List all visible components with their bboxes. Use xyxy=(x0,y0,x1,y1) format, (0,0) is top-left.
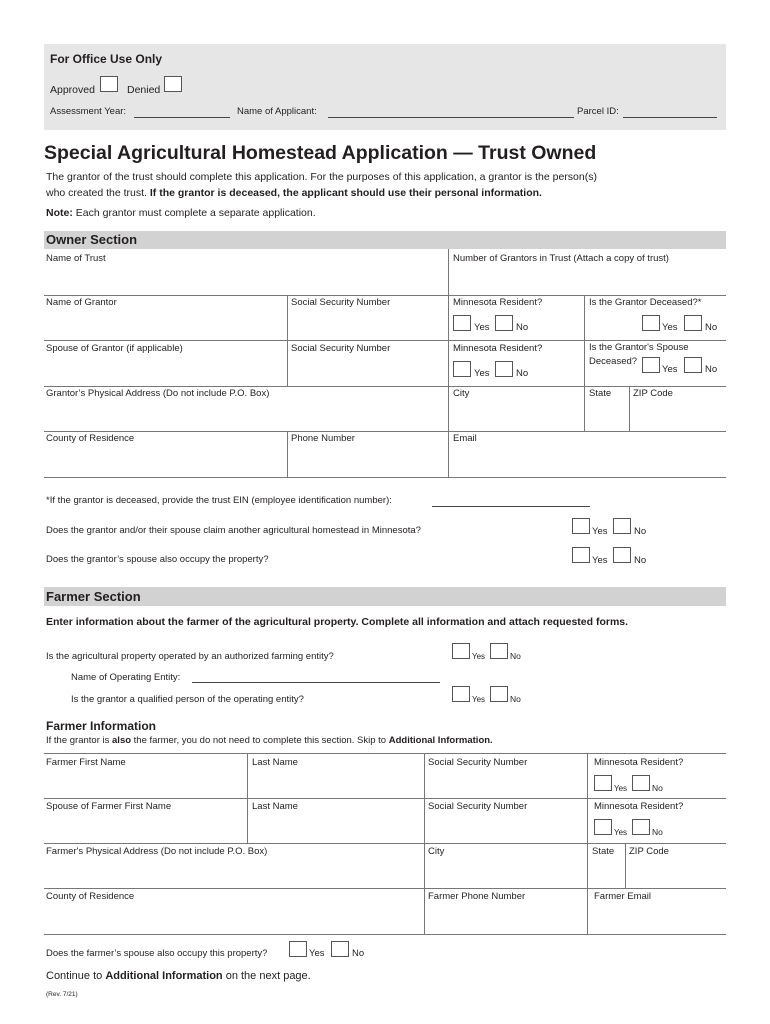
grantor-mn-resident-label: Minnesota Resident? xyxy=(453,297,543,308)
farmer-spouse-occupy-yes[interactable] xyxy=(289,941,307,957)
operating-entity-field[interactable] xyxy=(192,682,440,683)
no-label: No xyxy=(634,555,647,566)
assessment-year-field[interactable] xyxy=(134,117,230,118)
farmer-col-divider xyxy=(587,753,588,934)
farmer-mn-resident-no[interactable] xyxy=(632,775,650,791)
operated-no[interactable] xyxy=(490,643,508,659)
spouse-occupy-question: Does the grantor’s spouse also occupy the property? xyxy=(46,554,269,565)
spouse-deceased-no[interactable] xyxy=(684,357,702,373)
no-label: No xyxy=(510,694,521,704)
grantor-mn-resident-no[interactable] xyxy=(495,315,513,331)
no-label: No xyxy=(652,783,663,793)
approved-label: Approved xyxy=(50,84,95,96)
grantor-email-label: Email xyxy=(453,433,477,444)
name-of-applicant-field[interactable] xyxy=(328,117,574,118)
grantor-county-label: County of Residence xyxy=(46,433,135,444)
qualified-yes[interactable] xyxy=(452,686,470,702)
farmer-row-divider xyxy=(44,934,726,935)
grantor-mn-resident-yes[interactable] xyxy=(453,315,471,331)
note-text: Each grantor must complete a separate application. xyxy=(72,207,316,219)
sub-b: also xyxy=(112,735,132,746)
yes-label: Yes xyxy=(592,526,608,537)
farmer-row-divider xyxy=(44,798,726,799)
no-label: No xyxy=(705,322,718,333)
page-title: Special Agricultural Homestead Application — Trust Owned xyxy=(44,142,597,164)
spouse-farmer-mn-resident-yes[interactable] xyxy=(594,819,612,835)
yes-label: Yes xyxy=(472,652,486,661)
spouse-mn-resident-label: Minnesota Resident? xyxy=(453,343,543,354)
parcel-id-label: Parcel ID: xyxy=(577,106,619,117)
grantor-ssn-label: Social Security Number xyxy=(291,297,391,308)
no-label: No xyxy=(652,827,663,837)
farmer-ssn-label: Social Security Number xyxy=(428,757,528,768)
farmer-last-name-label: Last Name xyxy=(252,757,298,768)
farmer-state-label: State xyxy=(592,846,615,857)
continue-b: Additional Information xyxy=(105,970,223,982)
yes-label: Yes xyxy=(592,555,608,566)
yes-label: Yes xyxy=(472,695,486,704)
spouse-deceased-label-2: Deceased? xyxy=(589,356,638,367)
spouse-farmer-mn-resident-label: Minnesota Resident? xyxy=(594,801,684,812)
yes-label: Yes xyxy=(474,322,490,333)
grantor-deceased-no[interactable] xyxy=(684,315,702,331)
no-label: No xyxy=(516,368,529,379)
yes-label: Yes xyxy=(662,364,678,375)
grantor-phone-label: Phone Number xyxy=(291,433,355,444)
farmer-email-label: Farmer Email xyxy=(594,891,652,902)
owner-row-divider xyxy=(44,477,726,478)
assessment-year-label: Assessment Year: xyxy=(50,106,127,117)
denied-label: Denied xyxy=(127,84,161,96)
yes-label: Yes xyxy=(474,368,490,379)
farmer-first-name-label: Farmer First Name xyxy=(46,757,126,768)
num-grantors-label: Number of Grantors in Trust (Attach a copy of trust) xyxy=(453,253,669,264)
sub-c: the farmer, you do not need to complete this section. Skip to xyxy=(131,735,389,746)
ein-question: *If the grantor is deceased, provide the trust EIN (employee identification number): xyxy=(46,495,392,506)
intro-bold: If the grantor is deceased, the applicant should use their personal information. xyxy=(149,187,542,199)
approved-checkbox[interactable] xyxy=(100,76,118,92)
owner-row-divider xyxy=(44,386,726,387)
owner-row-divider xyxy=(44,340,726,341)
spouse-occupy-no[interactable] xyxy=(613,547,631,563)
farmer-instructions: Enter information about the farmer of the agricultural property. Complete all information and attach requested forms. xyxy=(46,616,629,628)
name-of-applicant-label: Name of Applicant: xyxy=(237,106,317,117)
continue-c: on the next page. xyxy=(222,970,311,982)
yes-label: Yes xyxy=(614,828,628,837)
yes-label: Yes xyxy=(309,948,325,959)
spouse-mn-resident-yes[interactable] xyxy=(453,361,471,377)
continue-note xyxy=(46,970,311,982)
owner-section-title: Owner Section xyxy=(46,232,138,247)
farmer-info-subtitle xyxy=(46,735,493,746)
farmer-row-divider xyxy=(44,753,726,754)
owner-col-divider xyxy=(287,295,288,386)
grantor-state-label: State xyxy=(589,388,612,399)
farmer-spouse-occupy-no[interactable] xyxy=(331,941,349,957)
owner-row-divider xyxy=(44,431,726,432)
other-homestead-yes[interactable] xyxy=(572,518,590,534)
qualified-no[interactable] xyxy=(490,686,508,702)
owner-section-header xyxy=(44,231,726,249)
owner-col-divider xyxy=(287,431,288,477)
spouse-farmer-mn-resident-no[interactable] xyxy=(632,819,650,835)
farmer-county-label: County of Residence xyxy=(46,891,135,902)
farmer-mn-resident-label: Minnesota Resident? xyxy=(594,757,684,768)
farmer-col-divider xyxy=(424,753,425,934)
intro-plain: who created the trust. xyxy=(46,187,150,199)
note-label: Note: xyxy=(46,207,73,219)
owner-col-divider xyxy=(448,249,449,477)
spouse-ssn-label: Social Security Number xyxy=(291,343,391,354)
no-label: No xyxy=(510,651,521,661)
denied-checkbox[interactable] xyxy=(164,76,182,92)
no-label: No xyxy=(634,526,647,537)
grantor-city-label: City xyxy=(453,388,470,399)
farmer-spouse-occupy-question: Does the farmer’s spouse also occupy this property? xyxy=(46,948,268,959)
spouse-occupy-yes[interactable] xyxy=(572,547,590,563)
farmer-col-divider xyxy=(625,843,626,888)
farmer-section-header xyxy=(44,587,726,606)
grantor-zip-label: ZIP Code xyxy=(633,388,673,399)
farmer-col-divider xyxy=(247,753,248,843)
intro-line-1: The grantor of the trust should complete this application. For the purposes of this application, a grantor is the person(s) xyxy=(46,171,597,183)
farmer-city-label: City xyxy=(428,846,445,857)
name-of-grantor-label: Name of Grantor xyxy=(46,297,117,308)
sub-a: If the grantor is xyxy=(46,735,113,746)
continue-a: Continue to xyxy=(46,970,106,982)
operated-yes[interactable] xyxy=(452,643,470,659)
office-use-title: For Office Use Only xyxy=(50,52,163,66)
other-homestead-no[interactable] xyxy=(613,518,631,534)
owner-col-divider xyxy=(629,386,630,432)
note xyxy=(46,207,316,219)
ein-field[interactable] xyxy=(432,506,590,507)
farmer-zip-label: ZIP Code xyxy=(629,846,669,857)
name-of-trust-label: Name of Trust xyxy=(46,253,106,264)
spouse-farmer-last-label: Last Name xyxy=(252,801,298,812)
farmer-mn-resident-yes[interactable] xyxy=(594,775,612,791)
spouse-of-grantor-label: Spouse of Grantor (if applicable) xyxy=(46,343,183,354)
no-label: No xyxy=(516,322,529,333)
grantor-deceased-label: Is the Grantor Deceased?* xyxy=(589,297,702,308)
farmer-info-title: Farmer Information xyxy=(46,719,157,733)
farmer-section-title: Farmer Section xyxy=(46,589,141,604)
owner-col-divider xyxy=(584,295,585,432)
no-label: No xyxy=(352,948,365,959)
other-homestead-question: Does the grantor and/or their spouse claim another agricultural homestead in Minnesota? xyxy=(46,525,421,536)
qualified-question: Is the grantor a qualified person of the operating entity? xyxy=(71,694,304,705)
intro-line-2 xyxy=(46,187,542,199)
revision-label: (Rev. 7/21) xyxy=(46,991,78,998)
farmer-row-divider xyxy=(44,843,726,844)
owner-row-divider xyxy=(44,295,726,296)
spouse-deceased-yes[interactable] xyxy=(642,357,660,373)
farmer-address-label: Farmer's Physical Address (Do not include P.O. Box) xyxy=(46,846,268,857)
sub-d: Additional Information. xyxy=(388,735,493,746)
yes-label: Yes xyxy=(614,784,628,793)
spouse-mn-resident-no[interactable] xyxy=(495,361,513,377)
operating-entity-label: Name of Operating Entity: xyxy=(71,672,181,683)
grantor-address-label: Grantor’s Physical Address (Do not include P.O. Box) xyxy=(46,388,270,399)
grantor-deceased-yes[interactable] xyxy=(642,315,660,331)
spouse-farmer-first-label: Spouse of Farmer First Name xyxy=(46,801,172,812)
spouse-farmer-ssn-label: Social Security Number xyxy=(428,801,528,812)
parcel-id-field[interactable] xyxy=(623,117,717,118)
spouse-deceased-label-1: Is the Grantor's Spouse xyxy=(589,342,689,353)
operated-question: Is the agricultural property operated by an authorized farming entity? xyxy=(46,651,334,662)
farmer-row-divider xyxy=(44,888,726,889)
no-label: No xyxy=(705,364,718,375)
farmer-phone-label: Farmer Phone Number xyxy=(428,891,526,902)
yes-label: Yes xyxy=(662,322,678,333)
